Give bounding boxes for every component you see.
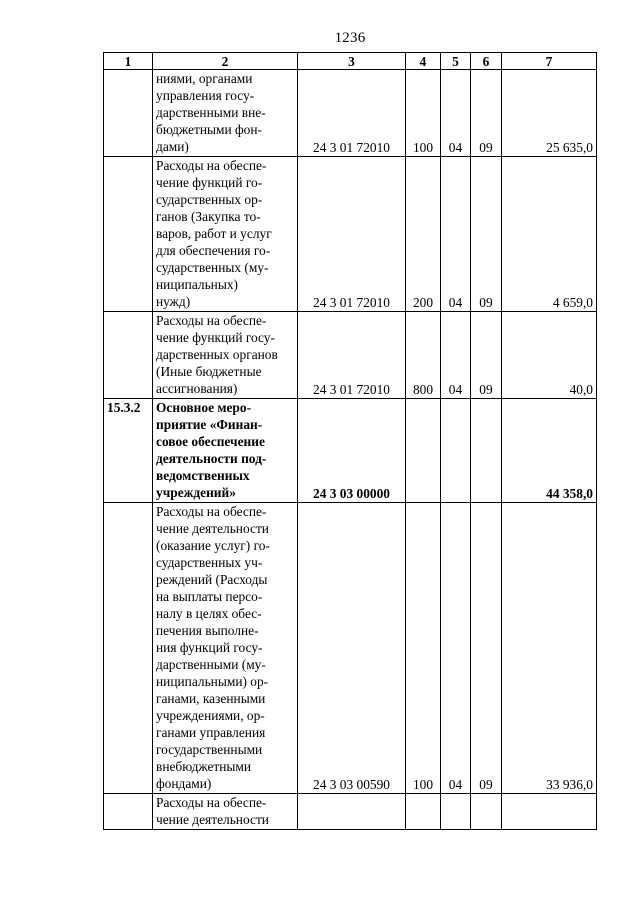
table-row	[104, 794, 597, 830]
row-name-text: Основное меро- приятие «Финан- совое обеспечение деятельности под- ведомственных учреждений»	[156, 400, 267, 500]
row-name-text: Расходы на обеспе- чение деятельности	[156, 795, 269, 827]
column-header: 2	[153, 53, 298, 70]
row-col4-cell: 100	[406, 503, 441, 794]
row-code-cell: 24 3 03 00000	[298, 399, 406, 503]
budget-table	[103, 52, 597, 830]
row-col6-cell: 09	[471, 157, 502, 312]
row-col4-cell: 800	[406, 312, 441, 399]
row-name-text: Расходы на обеспе- чение функций госу- дарственных органов (Иные бюджетные ассигнования)	[156, 313, 278, 396]
table-header-row	[104, 53, 597, 70]
row-number-cell: 15.3.2	[104, 399, 153, 503]
row-col4-cell: 100	[406, 70, 441, 157]
row-name-cell	[153, 70, 298, 157]
row-code-cell: 24 3 03 00590	[298, 503, 406, 794]
row-col5-cell: 04	[441, 312, 471, 399]
row-col4-cell	[406, 399, 441, 503]
row-number-cell	[104, 157, 153, 312]
row-sum-cell: 25 635,0	[502, 70, 597, 157]
row-col5-cell: 04	[441, 503, 471, 794]
column-header: 6	[471, 53, 502, 70]
table-row	[104, 312, 597, 399]
row-sum-cell	[502, 794, 597, 830]
column-header: 7	[502, 53, 597, 70]
table-row	[104, 70, 597, 157]
row-name-text: Расходы на обеспе- чение функций го- сударственных ор- ганов (Закупка то- варов, работ и услуг для обеспечения го- сударственных (му- ниципальных) нужд)	[156, 158, 272, 309]
row-col6-cell: 09	[471, 70, 502, 157]
row-col5-cell: 04	[441, 70, 471, 157]
row-sum-cell: 44 358,0	[502, 399, 597, 503]
row-number-cell	[104, 794, 153, 830]
row-sum-cell: 40,0	[502, 312, 597, 399]
row-col5-cell	[441, 794, 471, 830]
column-header: 4	[406, 53, 441, 70]
row-name-cell	[153, 794, 298, 830]
row-number-cell	[104, 312, 153, 399]
row-col4-cell: 200	[406, 157, 441, 312]
column-header: 1	[104, 53, 153, 70]
row-col5-cell	[441, 399, 471, 503]
row-code-cell: 24 3 01 72010	[298, 70, 406, 157]
row-code-cell: 24 3 01 72010	[298, 157, 406, 312]
row-number-cell	[104, 70, 153, 157]
row-name-cell	[153, 399, 298, 503]
row-col6-cell: 09	[471, 503, 502, 794]
table-row	[104, 157, 597, 312]
row-name-text: Расходы на обеспе- чение деятельности (оказание услуг) го- сударственных уч- реждений (Расходы на выплаты персо- налу в целях обес- печения выполне- ния функций госу- дарственными (му- ниципальными) ор- ганами, казенными учреждениями, ор- ганами управления государственными внебюджетными фондами)	[156, 504, 270, 791]
row-code-cell	[298, 794, 406, 830]
row-number-cell	[104, 503, 153, 794]
column-header: 3	[298, 53, 406, 70]
row-col5-cell: 04	[441, 157, 471, 312]
row-name-text: ниями, органами управления госу- дарственными вне- бюджетными фон- дами)	[156, 71, 266, 154]
column-header: 5	[441, 53, 471, 70]
row-code-cell: 24 3 01 72010	[298, 312, 406, 399]
row-col6-cell	[471, 399, 502, 503]
row-name-cell	[153, 157, 298, 312]
table-row	[104, 503, 597, 794]
row-sum-cell: 33 936,0	[502, 503, 597, 794]
row-col6-cell: 09	[471, 312, 502, 399]
row-name-cell	[153, 312, 298, 399]
row-sum-cell: 4 659,0	[502, 157, 597, 312]
table-row	[104, 399, 597, 503]
page-number: 1236	[334, 30, 366, 46]
row-col6-cell	[471, 794, 502, 830]
row-col4-cell	[406, 794, 441, 830]
row-name-cell	[153, 503, 298, 794]
